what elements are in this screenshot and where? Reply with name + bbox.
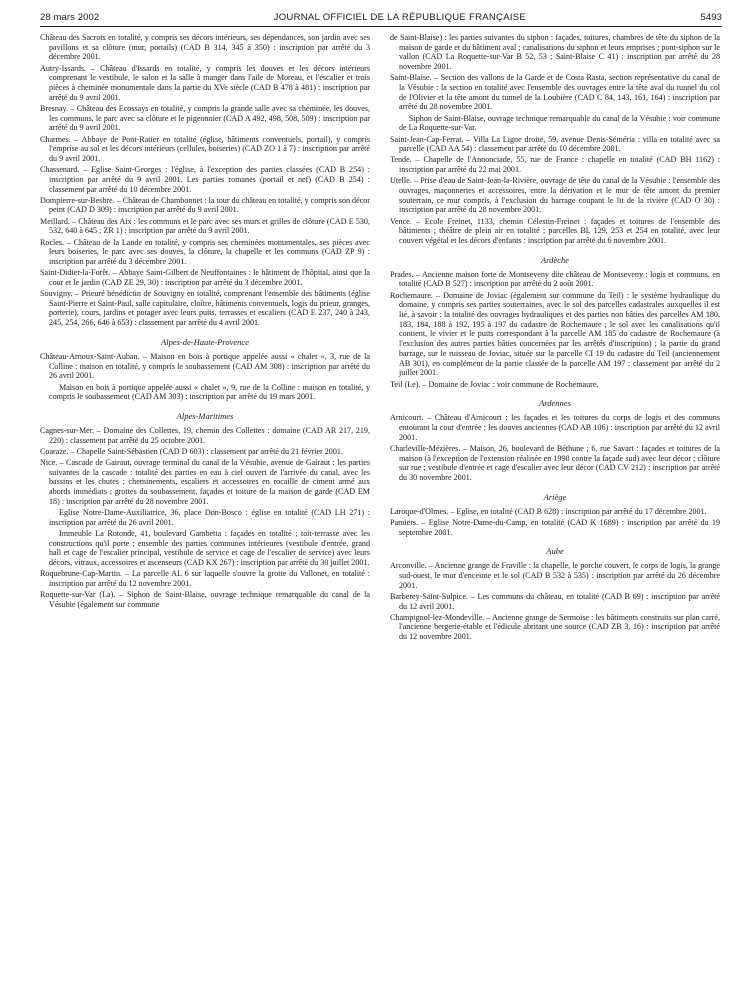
commune-entry: Rocles. – Château de la Lande en totalité, y compris ses cheminées monumentales, ses pièces avec leurs boiseries, le parc avec ses douves, la clôture, la chapelle et les communs (CAD ZP 9) : inscription par arrêté du 3 décembre 2001. xyxy=(40,237,370,266)
commune-entry: Bresnay. – Château des Ecossays en totalité, y compris la grande salle avec sa cheminée, les douves, les communs, le parc avec sa clôture et le pigeonnier (CAD A 492, 498, 508, 509) : inscription par arrêté du 9 avril 2001. xyxy=(40,103,370,133)
commune-entry: Rochemaure. – Domaine de Joviac (également sur commune du Teil) : le système hydraulique du domaine, y compris ses parties souterraines, avec le sol des parcelles cadastrales auxquelles il est lié, à savoir : la totalité des ouvrages hydrauliques et des parties non bâties des parcelles AM 180, 183, 184, 188 à 192, 195 à 197 du cadastre de Rochemaure ; le sol avec les canalisations qu'il contient, le vivier et le puits correspondant à la parcelle AM 185 du cadastre de Rochemaure (à l'exclusion des autres parties bâties concernées par les arrêtés d'inscription) ; la partie du grand barrage, sur le ruisseau de Joviac, située sur la parcelle CI 19 du cadastre du Teil (anciennement AB 301), en complément de la partie classée de la parcelle AM 197 : classement par arrêté du 2 juillet 2001. xyxy=(390,290,720,378)
sub-entry: Siphon de Saint-Blaise, ouvrage technique remarquable du canal de la Vésubie : voir commune de La Roquette-sur-Var. xyxy=(399,113,720,133)
commune-entry: Meillard. – Château des Aix : les communs et le parc avec ses murs et grilles de clôture (CAD E 530, 532, 640 à 645 ; ZR 1) : inscription par arrêté du 9 avril 2001. xyxy=(40,216,370,236)
commune-entry: Autry-Issards. – Château d'Issards en totalité, y compris les douves et les décors intérieurs comprenant le vestibule, le salon et la salle à manger dans l'aile de Moreau, et l'escalier et trois pièces à cheminée monumentale dans la partie du XVe siècle (CAD B 478 à 481) : inscription par arrêté du 9 avril 2001. xyxy=(40,63,370,102)
commune-entry: Saint-Blaise. – Section des vallons de la Garde et de Costa Rasta, section représentative du canal de la Vésubie : la section en totalité avec l'ensemble des ouvrages entre la tête aval du tunnel du col de l'Olivier et la tête amont du tunnel de la Loubière (CAD C 84, 143, 161, 164) : inscription par arrêté du 28 novembre 2001. xyxy=(390,73,720,112)
commune-entry: Nice. – Cascade de Gairaut, ouvrage terminal du canal de la Vésubie, avenue de Gairaut : les parties suivantes de la cascade : totalité des parties en eau à ciel ouvert de l'arrivée du canal, avec les bassins et les chutes ; cheminements, escaliers et accessoires en rocaille de ciment armé aux abords immédiats ; grottes du soubassement, façades et toiture de la maison de garde (CAD EM 18) : inscription par arrêté du 28 novembre 2001. xyxy=(40,458,370,506)
sub-entry: Immeuble La Rotonde, 41, boulevard Gambetta : façades en totalité ; toit-terrasse avec les constructions qu'il porte ; ensemble des parties communes intérieures (vestibule d'entrée, grand hall et cage de l'escalier principal, vestibule de service et cage de l'escalier de service) avec leurs décors, vitraux, accessoires et ascenseurs (CAD KX 267) : inscription par arrêté du 30 juillet 2001. xyxy=(49,528,370,568)
commune-entry: Château-Arnoux-Saint-Auban. – Maison en bois à portique appelée aussi « chalet », 3, rue de la Colline : maison en totalité, y compris le soubassement (CAD AM 308) : inscription par arrêté du 26 avril 2001. xyxy=(40,351,370,381)
commune-entry: Arnicourt. – Château d'Arnicourt : les façades et les toitures du corps de logis et des communs entourant la cour d'entrée ; les douves anciennes (CAD AB 106) : inscription par arrêté du 12 avril 2001. xyxy=(390,413,720,442)
header-page-number: 5493 xyxy=(700,12,722,23)
page-header xyxy=(40,12,722,27)
columns xyxy=(40,33,722,643)
commune-entry: Utelle. – Prise d'eau de Saint-Jean-la-Rivière, ouvrage de tête du canal de la Vésubie : l'ensemble des ouvrages, maçonneries et accessoires, entre la dérivation et le mur de tête amont du premier souterrain, ce mur compris, à l'exclusion du barrage coupant le lit de la rivière (CAD O 30) : inscription par arrêté du 28 novembre 2001. xyxy=(390,176,720,215)
commune-entry: de Saint-Blaise) : les parties suivantes du siphon : façades, toitures, chambres de tête du siphon de la maison de garde et du bâtiment aval ; canalisations du siphon et leurs emprises ; pont-siphon sur le vallon (CAD La Roquette-sur-Var B 52, 53 ; Saint-Blaise C 41) : inscription par arrêté du 28 novembre 2001. xyxy=(390,33,720,72)
commune-entry: Coaraze. – Chapelle Saint-Sébastien (CAD D 603) : classement par arrêté du 21 février 2001. xyxy=(40,446,343,456)
commune-entry: Roquebrune-Cap-Martin. – La parcelle AL 6 sur laquelle s'ouvre la grotte du Vallonet, en totalité : inscription par arrêté du 12 novembre 2001. xyxy=(40,569,370,588)
commune-entry: Barberey-Saint-Sulpice. – Les communs du château, en totalité (CAD B 69) : inscription par arrêté du 12 avril 2001. xyxy=(390,591,720,611)
department-heading: Ardennes xyxy=(539,398,571,409)
commune-entry: Laroque-d'Olmes. – Eglise, en totalité (CAD B 628) : inscription par arrêté du 17 décembre 2001. xyxy=(390,506,707,516)
commune-entry: Teil (Le). – Domaine de Joviac : voir commune de Rochemaure. xyxy=(390,379,599,389)
right-column xyxy=(390,33,720,643)
department-heading: Alpes-Maritimes xyxy=(176,410,234,421)
commune-entry: Tende. – Chapelle de l'Annonciade, 55, rue de France : chapelle en totalité (CAD BH 1162) : inscription par arrêté du 22 mai 2001. xyxy=(390,155,720,175)
sub-entry: Eglise Notre-Dame-Auxiliatrice, 36, place Don-Bosco : église en totalité (CAD LH 271) : inscription par arrêté du 26 avril 2001. xyxy=(49,508,370,527)
commune-entry: Prades. – Ancienne maison forte de Montseveny dite château de Montseveny : logis et communs, en totalité (CAD B 527) : inscription par arrêté du 2 août 2001. xyxy=(390,269,720,289)
commune-entry: Souvigny. – Prieuré bénédictin de Souvigny en totalité, comprenant l'ensemble des bâtiments (église Saint-Pierre et Saint-Paul, salle capitulaire, cloître, bâtiments conventuels, logis du prieur, granges, porterie), cours, jardins et potager avec leurs puits, terrasses et escaliers (CAD E 237, 240 à 243, 245, 254, 266, 646 à 653) : classement par arrêté du 4 avril 2001. xyxy=(40,289,370,328)
commune-entry: Saint-Jean-Cap-Ferrat. – Villa La Ligne droite, 59, avenue Denis-Séméria : villa en totalité avec sa parcelle (CAD AA 54) : classement par arrêté du 10 décembre 2001. xyxy=(390,134,720,154)
department-heading: Aube xyxy=(546,546,564,557)
left-column xyxy=(40,33,370,643)
commune-entry: Château des Sacrots en totalité, y compris ses décors intérieurs, ses dépendances, son jardin avec ses pavillons et sa clôture (mur, portails) (CAD B 314, 345 à 350) : inscription par arrêté du 3 décembre 2001. xyxy=(40,33,370,62)
commune-entry: Chassenard. – Eglise Saint-Georges : l'église, à l'exception des parties classées (CAD B 254) : inscription par arrêté du 9 avril 2001. Les parties romanes (portail et nef) (CAD B 254) : classement par arrêté du 10 décembre 2001. xyxy=(40,165,370,194)
commune-entry: Dompierre-sur-Besbre. – Château de Chambonnet : la tour du château en totalité, y compris son décor peint (CAD D 309) : inscription par arrêté du 9 avril 2001. xyxy=(40,195,371,215)
sub-entry: Maison en bois à portique appelée aussi « chalet », 9, rue de la Colline : maison en totalité, y compris le soubassement (CAD AM 303) : inscription par arrêté du 19 mars 2001. xyxy=(49,382,370,402)
commune-entry: Charmes. – Abbaye de Pont-Ratier en totalité (église, bâtiments conventuels, portail), y compris l'emprise au sol et les décors intérieurs (cellules, boiseries) (CAD ZO 1 à 7) : inscription par arrêté du 9 avril 2001. xyxy=(40,134,370,163)
commune-entry: Roquette-sur-Var (La). – Siphon de Saint-Blaise, ouvrage technique remarquable du canal de la Vésubie (également sur commune xyxy=(40,590,370,609)
commune-entry: Cagnes-sur-Mer. – Domaine des Collettes, 19, chemin des Collettes : domaine (CAD AR 217, 219, 220) : classement par arrêté du 25 octobre 2001. xyxy=(40,425,370,445)
commune-entry: Charleville-Mézières. – Maison, 26, boulevard de Béthune ; 6, rue Savart : façades et toitures de la maison (à l'exception de l'extension réalisée en 1998 contre la façade sud) avec leur décor ; clôture sur rue ; vestibule d'entrée et cage d'escalier avec leur décor (CAD CV 212) : inscription par arrêté du 30 novembre 2001. xyxy=(390,443,720,482)
commune-entry: Pamiers. – Eglise Notre-Dame-du-Camp, en totalité (CAD K 1689) : inscription par arrêté du 19 septembre 2001. xyxy=(390,517,720,537)
department-heading: Ardèche xyxy=(540,254,569,265)
header-date: 28 mars 2002 xyxy=(40,12,100,23)
commune-entry: Vence. – Ecole Freinet, 1133, chemin Célestin-Freinet : façades et toitures de l'ensemble des bâtiments ; théâtre de plein air en totalité ; parcelles BL 129, 253 et 254 en totalité, avec leur couvert végétal et les décors d'enfants : inscription par arrêté du 6 novembre 2001. xyxy=(390,216,720,246)
commune-entry: Saint-Didier-la-Forêt. – Abbaye Saint-Gilbert de Neuffontaines : le bâtiment de l'hôpital, ainsi que la cour et le jardin (CAD ZE 29, 30) : inscription par arrêté du 3 décembre 2001. xyxy=(40,268,370,287)
header-title: JOURNAL OFFICIEL DE LA RÉPUBLIQUE FRANÇAISE xyxy=(273,12,527,23)
commune-entry: Champignol-lez-Mondeville. – Ancienne grange de Sermoise : les bâtiments construits sur plan carré, l'ancienne bergerie-étable et l'édicule abritant une source (CAD ZB 3, 16) : inscription par arrêté du 12 novembre 2001. xyxy=(390,612,720,642)
commune-entry: Arconville. – Ancienne grange de Fraville : la chapelle, le porche couvert, le corps de logis, la grange sud-ouest, le mur d'enceinte et le sol (CAD B 532 à 535) : inscription par arrêté du 26 décembre 2001. xyxy=(390,561,720,590)
department-heading: Ariège xyxy=(543,491,567,502)
department-heading: Alpes-de-Haute-Provence xyxy=(161,336,249,347)
